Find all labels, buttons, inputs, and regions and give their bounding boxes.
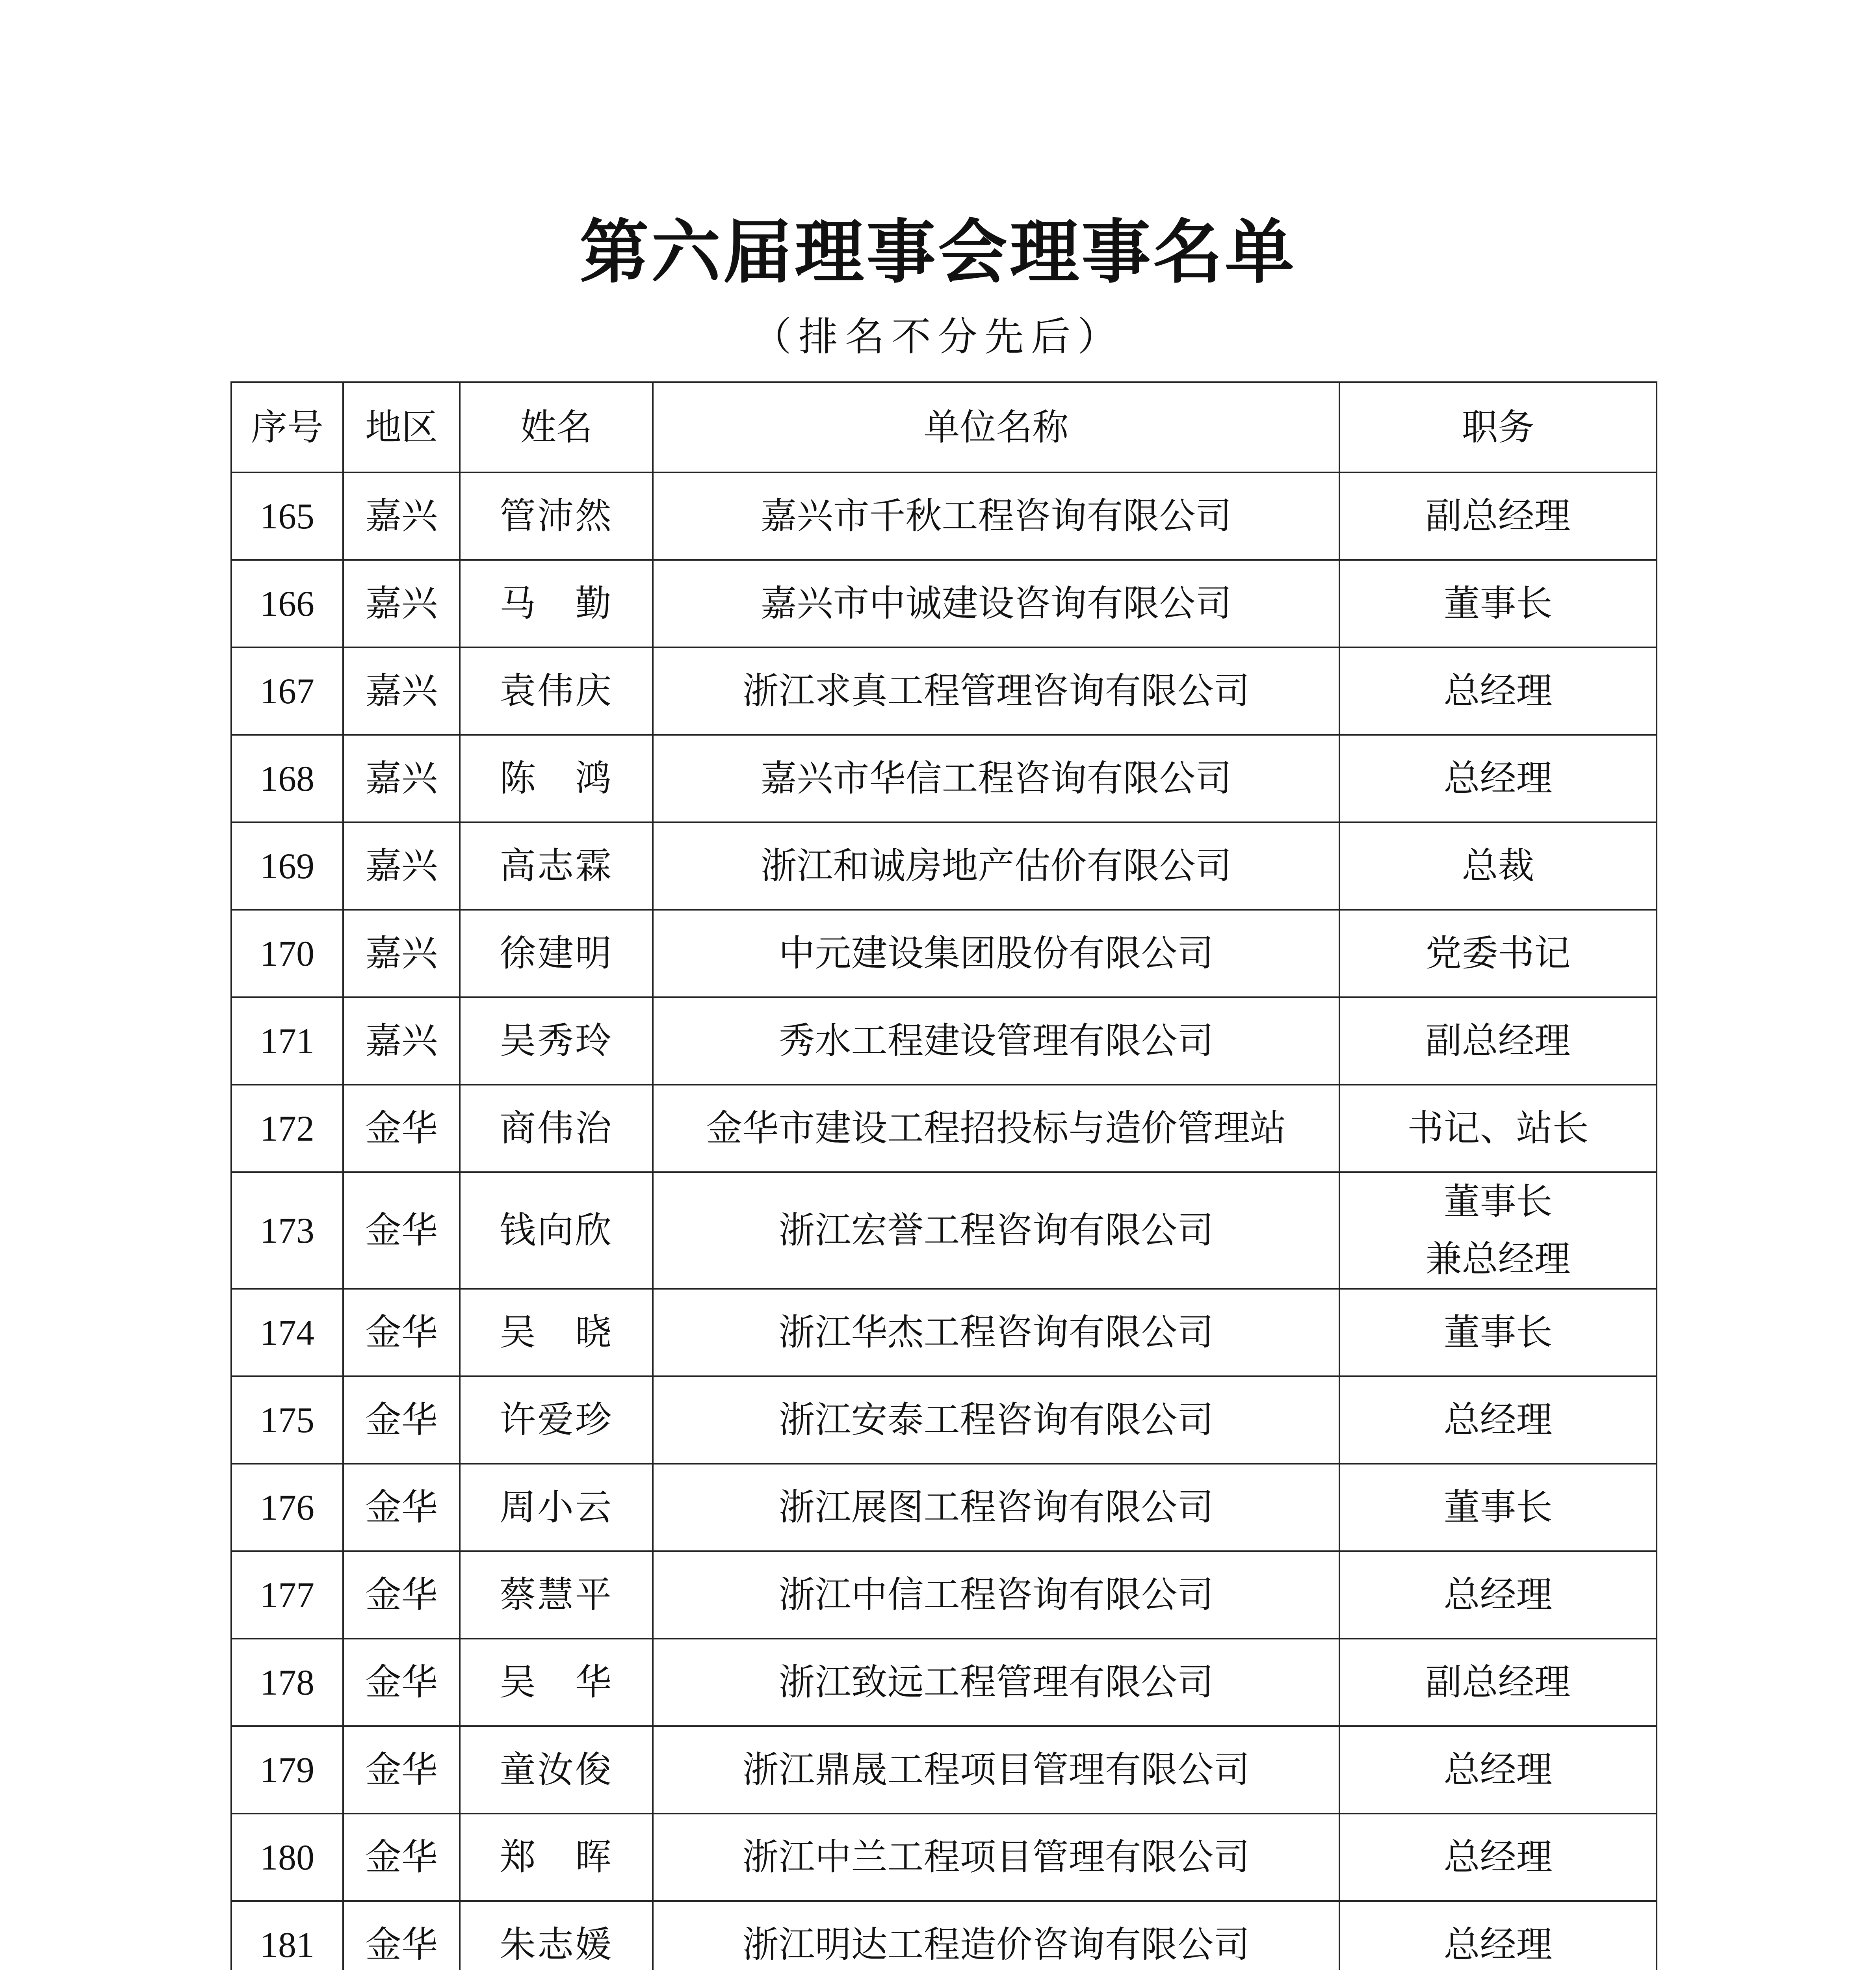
serial-number-cell: 166 bbox=[231, 560, 343, 647]
serial-number-cell: 176 bbox=[231, 1464, 343, 1551]
table-row bbox=[231, 1901, 1657, 1970]
region-cell: 金华 bbox=[343, 1289, 460, 1376]
organization-cell: 浙江中信工程咨询有限公司 bbox=[653, 1551, 1339, 1639]
organization-cell: 嘉兴市华信工程咨询有限公司 bbox=[653, 735, 1339, 822]
name-cell: 钱向欣 bbox=[460, 1172, 653, 1289]
organization-cell: 浙江和诚房地产估价有限公司 bbox=[653, 822, 1339, 910]
name-cell: 吴 晓 bbox=[460, 1289, 653, 1376]
table-row bbox=[231, 735, 1657, 822]
serial-number-cell: 179 bbox=[231, 1726, 343, 1814]
name-cell: 郑 晖 bbox=[460, 1814, 653, 1901]
position-cell: 总经理 bbox=[1339, 1376, 1657, 1464]
region-cell: 嘉兴 bbox=[343, 997, 460, 1085]
table-row bbox=[231, 647, 1657, 735]
region-cell: 嘉兴 bbox=[343, 647, 460, 735]
page-subtitle: （排名不分先后） bbox=[752, 314, 1124, 360]
table-body bbox=[231, 472, 1657, 1970]
serial-number-cell: 170 bbox=[231, 910, 343, 997]
table-row bbox=[231, 1551, 1657, 1639]
name-cell: 马 勤 bbox=[460, 560, 653, 647]
serial-number-cell: 168 bbox=[231, 735, 343, 822]
position-cell: 董事长 bbox=[1339, 560, 1657, 647]
region-cell: 金华 bbox=[343, 1085, 460, 1172]
position-cell: 总经理 bbox=[1339, 1901, 1657, 1970]
name-cell: 许爱珍 bbox=[460, 1376, 653, 1464]
organization-cell: 浙江安泰工程咨询有限公司 bbox=[653, 1376, 1339, 1464]
position-cell: 总经理 bbox=[1339, 1551, 1657, 1639]
region-cell: 金华 bbox=[343, 1376, 460, 1464]
table-header-row bbox=[231, 382, 1657, 472]
region-cell: 嘉兴 bbox=[343, 822, 460, 910]
serial-number-cell: 181 bbox=[231, 1901, 343, 1970]
position-cell: 副总经理 bbox=[1339, 472, 1657, 560]
position-cell: 总经理 bbox=[1339, 1726, 1657, 1814]
table-row bbox=[231, 1639, 1657, 1726]
council-member-table bbox=[230, 381, 1657, 1970]
table-row bbox=[231, 910, 1657, 997]
position-cell: 董事长 bbox=[1339, 1464, 1657, 1551]
serial-number-cell: 177 bbox=[231, 1551, 343, 1639]
header-name: 姓名 bbox=[460, 382, 653, 472]
position-cell: 总经理 bbox=[1339, 647, 1657, 735]
table-row bbox=[231, 560, 1657, 647]
region-cell: 嘉兴 bbox=[343, 735, 460, 822]
name-cell: 袁伟庆 bbox=[460, 647, 653, 735]
name-cell: 朱志媛 bbox=[460, 1901, 653, 1970]
position-cell: 总裁 bbox=[1339, 822, 1657, 910]
organization-cell: 浙江中兰工程项目管理有限公司 bbox=[653, 1814, 1339, 1901]
position-cell: 副总经理 bbox=[1339, 1639, 1657, 1726]
region-cell: 金华 bbox=[343, 1726, 460, 1814]
table-row bbox=[231, 822, 1657, 910]
table-row bbox=[231, 1726, 1657, 1814]
organization-cell: 浙江华杰工程咨询有限公司 bbox=[653, 1289, 1339, 1376]
region-cell: 金华 bbox=[343, 1901, 460, 1970]
name-cell: 周小云 bbox=[460, 1464, 653, 1551]
region-cell: 嘉兴 bbox=[343, 910, 460, 997]
position-cell: 总经理 bbox=[1339, 1814, 1657, 1901]
name-cell: 吴秀玲 bbox=[460, 997, 653, 1085]
organization-cell: 中元建设集团股份有限公司 bbox=[653, 910, 1339, 997]
position-cell: 书记、站长 bbox=[1339, 1085, 1657, 1172]
serial-number-cell: 178 bbox=[231, 1639, 343, 1726]
organization-cell: 浙江展图工程咨询有限公司 bbox=[653, 1464, 1339, 1551]
organization-cell: 嘉兴市中诚建设咨询有限公司 bbox=[653, 560, 1339, 647]
organization-cell: 浙江求真工程管理咨询有限公司 bbox=[653, 647, 1339, 735]
region-cell: 金华 bbox=[343, 1551, 460, 1639]
region-cell: 金华 bbox=[343, 1814, 460, 1901]
serial-number-cell: 169 bbox=[231, 822, 343, 910]
organization-cell: 嘉兴市千秋工程咨询有限公司 bbox=[653, 472, 1339, 560]
position-cell: 副总经理 bbox=[1339, 997, 1657, 1085]
serial-number-cell: 180 bbox=[231, 1814, 343, 1901]
region-cell: 金华 bbox=[343, 1639, 460, 1726]
serial-number-cell: 165 bbox=[231, 472, 343, 560]
organization-cell: 秀水工程建设管理有限公司 bbox=[653, 997, 1339, 1085]
region-cell: 嘉兴 bbox=[343, 560, 460, 647]
serial-number-cell: 171 bbox=[231, 997, 343, 1085]
header-serial-number: 序号 bbox=[231, 382, 343, 472]
region-cell: 金华 bbox=[343, 1464, 460, 1551]
table-row bbox=[231, 1376, 1657, 1464]
position-cell: 党委书记 bbox=[1339, 910, 1657, 997]
header-region: 地区 bbox=[343, 382, 460, 472]
header-position: 职务 bbox=[1339, 382, 1657, 472]
organization-cell: 浙江鼎晟工程项目管理有限公司 bbox=[653, 1726, 1339, 1814]
serial-number-cell: 167 bbox=[231, 647, 343, 735]
name-cell: 管沛然 bbox=[460, 472, 653, 560]
organization-cell: 浙江宏誉工程咨询有限公司 bbox=[653, 1172, 1339, 1289]
name-cell: 徐建明 bbox=[460, 910, 653, 997]
serial-number-cell: 175 bbox=[231, 1376, 343, 1464]
table-row bbox=[231, 1289, 1657, 1376]
name-cell: 吴 华 bbox=[460, 1639, 653, 1726]
region-cell: 金华 bbox=[343, 1172, 460, 1289]
position-cell: 董事长 兼总经理 bbox=[1339, 1172, 1657, 1289]
header-organization: 单位名称 bbox=[653, 382, 1339, 472]
table-row bbox=[231, 1814, 1657, 1901]
table-row bbox=[231, 1085, 1657, 1172]
page-title: 第六届理事会理事名单 bbox=[579, 211, 1296, 293]
serial-number-cell: 173 bbox=[231, 1172, 343, 1289]
serial-number-cell: 172 bbox=[231, 1085, 343, 1172]
organization-cell: 浙江明达工程造价咨询有限公司 bbox=[653, 1901, 1339, 1970]
name-cell: 商伟治 bbox=[460, 1085, 653, 1172]
table-row bbox=[231, 472, 1657, 560]
region-cell: 嘉兴 bbox=[343, 472, 460, 560]
organization-cell: 金华市建设工程招投标与造价管理站 bbox=[653, 1085, 1339, 1172]
organization-cell: 浙江致远工程管理有限公司 bbox=[653, 1639, 1339, 1726]
name-cell: 高志霖 bbox=[460, 822, 653, 910]
name-cell: 陈 鸿 bbox=[460, 735, 653, 822]
table-row bbox=[231, 1172, 1657, 1289]
name-cell: 童汝俊 bbox=[460, 1726, 653, 1814]
table-row bbox=[231, 1464, 1657, 1551]
position-cell: 总经理 bbox=[1339, 735, 1657, 822]
name-cell: 蔡慧平 bbox=[460, 1551, 653, 1639]
table-row bbox=[231, 997, 1657, 1085]
serial-number-cell: 174 bbox=[231, 1289, 343, 1376]
position-cell: 董事长 bbox=[1339, 1289, 1657, 1376]
